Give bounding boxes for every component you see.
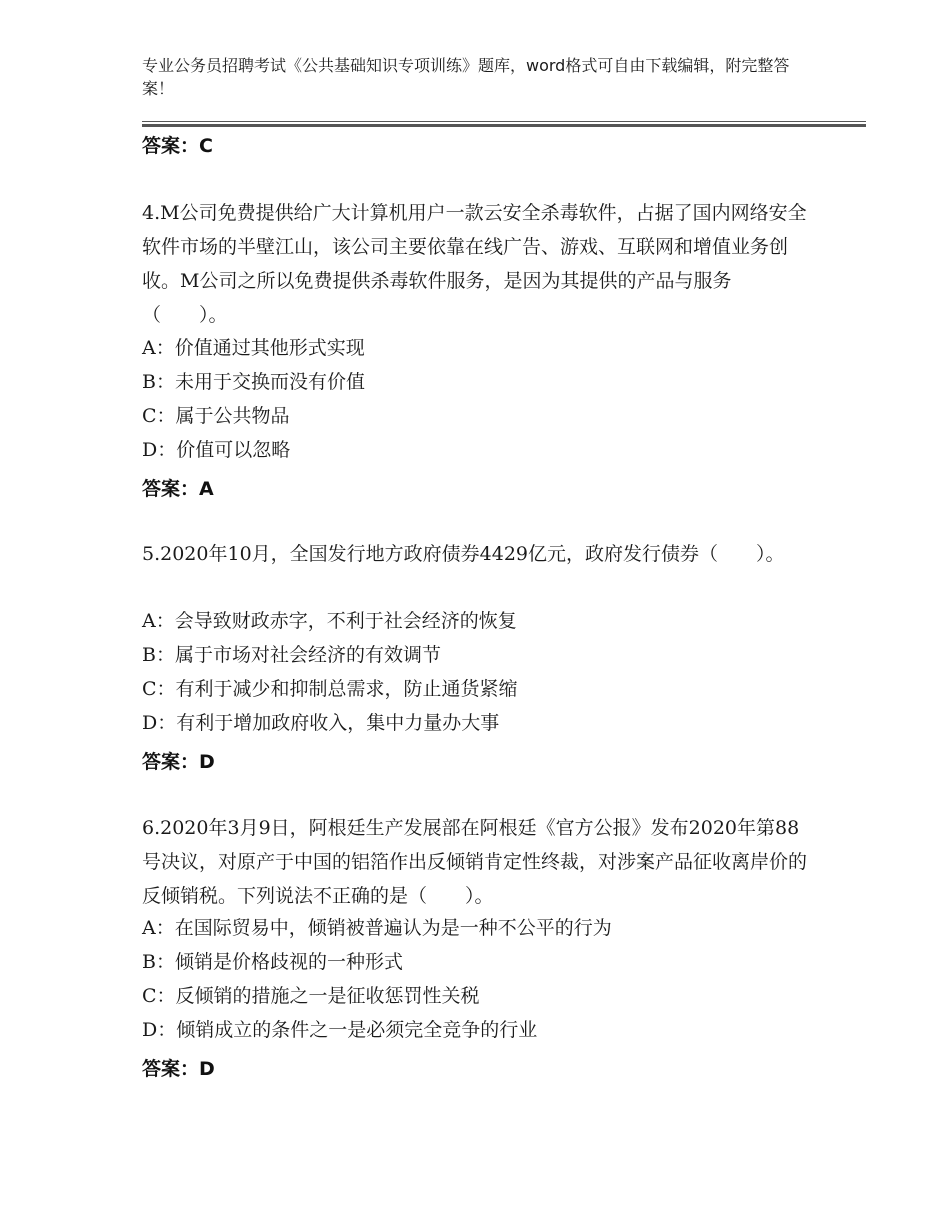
question-5-option-b: B：属于市场对社会经济的有效调节 [142,644,441,666]
question-6-option-a: A：在国际贸易中，倾销被普遍认为是一种不公平的行为 [142,917,612,939]
header-rule-thin [142,121,866,122]
question-5-option-c: C：有利于减少和抑制总需求，防止通货紧缩 [142,678,518,700]
question-6-option-c: C：反倾销的措施之一是征收惩罚性关税 [142,985,480,1007]
question-4-answer: 答案：A [142,478,214,500]
question-4-text: 4.M公司免费提供给广大计算机用户一款云安全杀毒软件，占据了国内网络安全软件市场的半壁江山，该公司主要依靠在线广告、游戏、互联网和增值业务创收。M公司之所以免费提供杀毒软件服务，是因为其提供的产品与服务（ ）。 [142,202,807,326]
question-4-option-d: D：价值可以忽略 [142,439,291,461]
question-5-option-d: D：有利于增加政府收入，集中力量办大事 [142,712,500,734]
header-rule-thick [142,124,866,127]
question-4-option-c: C：属于公共物品 [142,405,290,427]
question-5-answer: 答案：D [142,751,215,773]
question-5-option-a: A：会导致财政赤字，不利于社会经济的恢复 [142,610,517,632]
page-header: 专业公务员招聘考试《公共基础知识专项训练》题库，word格式可自由下载编辑，附完整答案！ [142,56,790,98]
question-6-answer: 答案：D [142,1058,215,1080]
question-6-option-d: D：倾销成立的条件之一是必须完全竞争的行业 [142,1019,538,1041]
question-6-option-b: B：倾销是价格歧视的一种形式 [142,951,403,973]
question-5-text: 5.2020年10月，全国发行地方政府债券4429亿元，政府发行债券（ ）。 [142,543,785,565]
question-4-option-b: B：未用于交换而没有价值 [142,371,365,393]
question-6-text: 6.2020年3月9日，阿根廷生产发展部在阿根廷《官方公报》发布2020年第88号决议，对原产于中国的铝箔作出反倾销肯定性终裁，对涉案产品征收离岸价的反倾销税。下列说法不正确的是（ ）。 [142,817,808,907]
question-4-option-a: A：价值通过其他形式实现 [142,337,365,359]
previous-answer: 答案：C [142,135,213,157]
